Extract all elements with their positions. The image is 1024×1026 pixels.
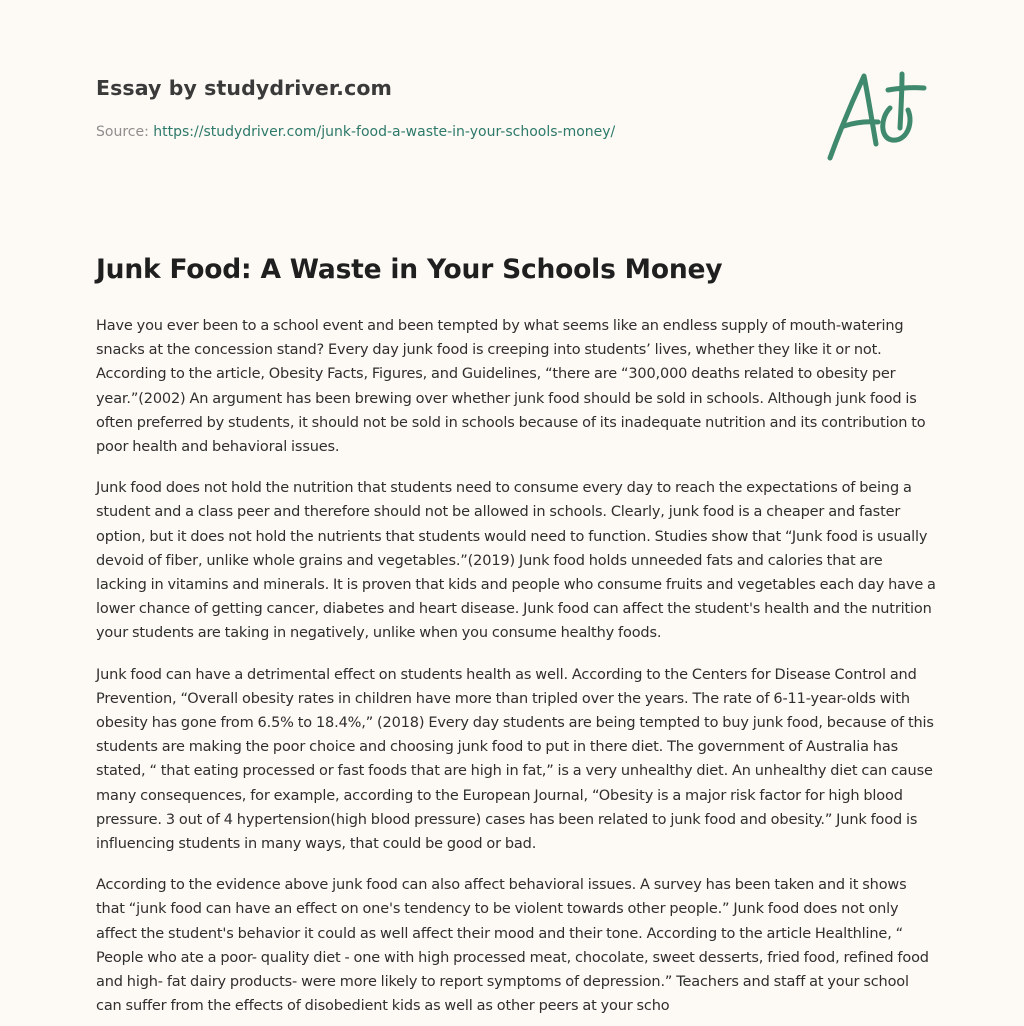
paragraph: According to the evidence above junk food can also affect behavioral issues. A survey has been taken and it shows that “junk food can have an effect on one's tendency to be violent towards other people.” Junk food does not only affect the student's behavior it could as well affect their mood and their tone. According to the article Healthline, “ People who ate a poor- quality diet - one with high processed meat, chocolate, sweet desserts, fried food, refined food and high- fat dairy products- were more likely to report symptoms of depression.” Teachers and staff at your school can suffer from the effects of disobedient kids as well as other peers at your scho — [96, 877, 929, 1015]
a-plus-grade-icon — [820, 66, 930, 166]
source-line — [96, 124, 615, 140]
essay-title: Junk Food: A Waste in Your Schools Money — [96, 254, 723, 285]
site-brand: Essay by studydriver.com — [96, 76, 392, 100]
paragraph: Junk food can have a detrimental effect on students health as well. According to the Centers for Disease Control and Prevention, “Overall obesity rates in children have more than tripled over the years. The rate of 6-11-year-olds with obesity has gone from 6.5% to 18.4%,” (2018) Every day students are being tempted to buy junk food, because of this students are making the poor choice and choosing junk food to put in there diet. The government of Australia has stated, “ that eating processed or fast foods that are high in fat,” is a very unhealthy diet. An unhealthy diet can cause many consequences, for example, according to the European Journal, “Obesity is a major risk factor for high blood pressure. 3 out of 4 hypertension(high blood pressure) cases has been related to junk food and obesity.” Junk food is influencing students in many ways, that could be good or bad. — [96, 666, 934, 853]
paragraph: Have you ever been to a school event and been tempted by what seems like an endless supply of mouth-watering snacks at the concession stand? Every day junk food is creeping into students’ lives, whether they like it or not. According to the article, Obesity Facts, Figures, and Guidelines, “there are “300,000 deaths related to obesity per year.”(2002) An argument has been brewing over whether junk food should be sold in schools. Although junk food is often preferred by students, it should not be sold in schools because of its inadequate nutrition and its contribution to poor health and behavioral issues. — [96, 318, 926, 456]
essay-body — [96, 314, 936, 1026]
paragraph: Junk food does not hold the nutrition that students need to consume every day to reach the expectations of being a student and a class peer and therefore should not be allowed in schools. Clearly, junk food is a cheaper and faster option, but it does not hold the nutrients that students would need to function. Studies show that “Junk food is usually devoid of fiber, unlike whole grains and vegetables.”(2019) Junk food holds unneeded fats and calories that are lacking in vitamins and minerals. It is proven that kids and people who consume fruits and vegetables each day have a lower chance of getting cancer, diabetes and heart disease. Junk food can affect the student's health and the nutrition your students are taking in negatively, unlike when you consume healthy foods. — [96, 480, 936, 642]
source-link[interactable]: https://studydriver.com/junk-food-a-waste-in-your-schools-money/ — [153, 124, 616, 140]
source-label: Source: — [96, 124, 154, 140]
